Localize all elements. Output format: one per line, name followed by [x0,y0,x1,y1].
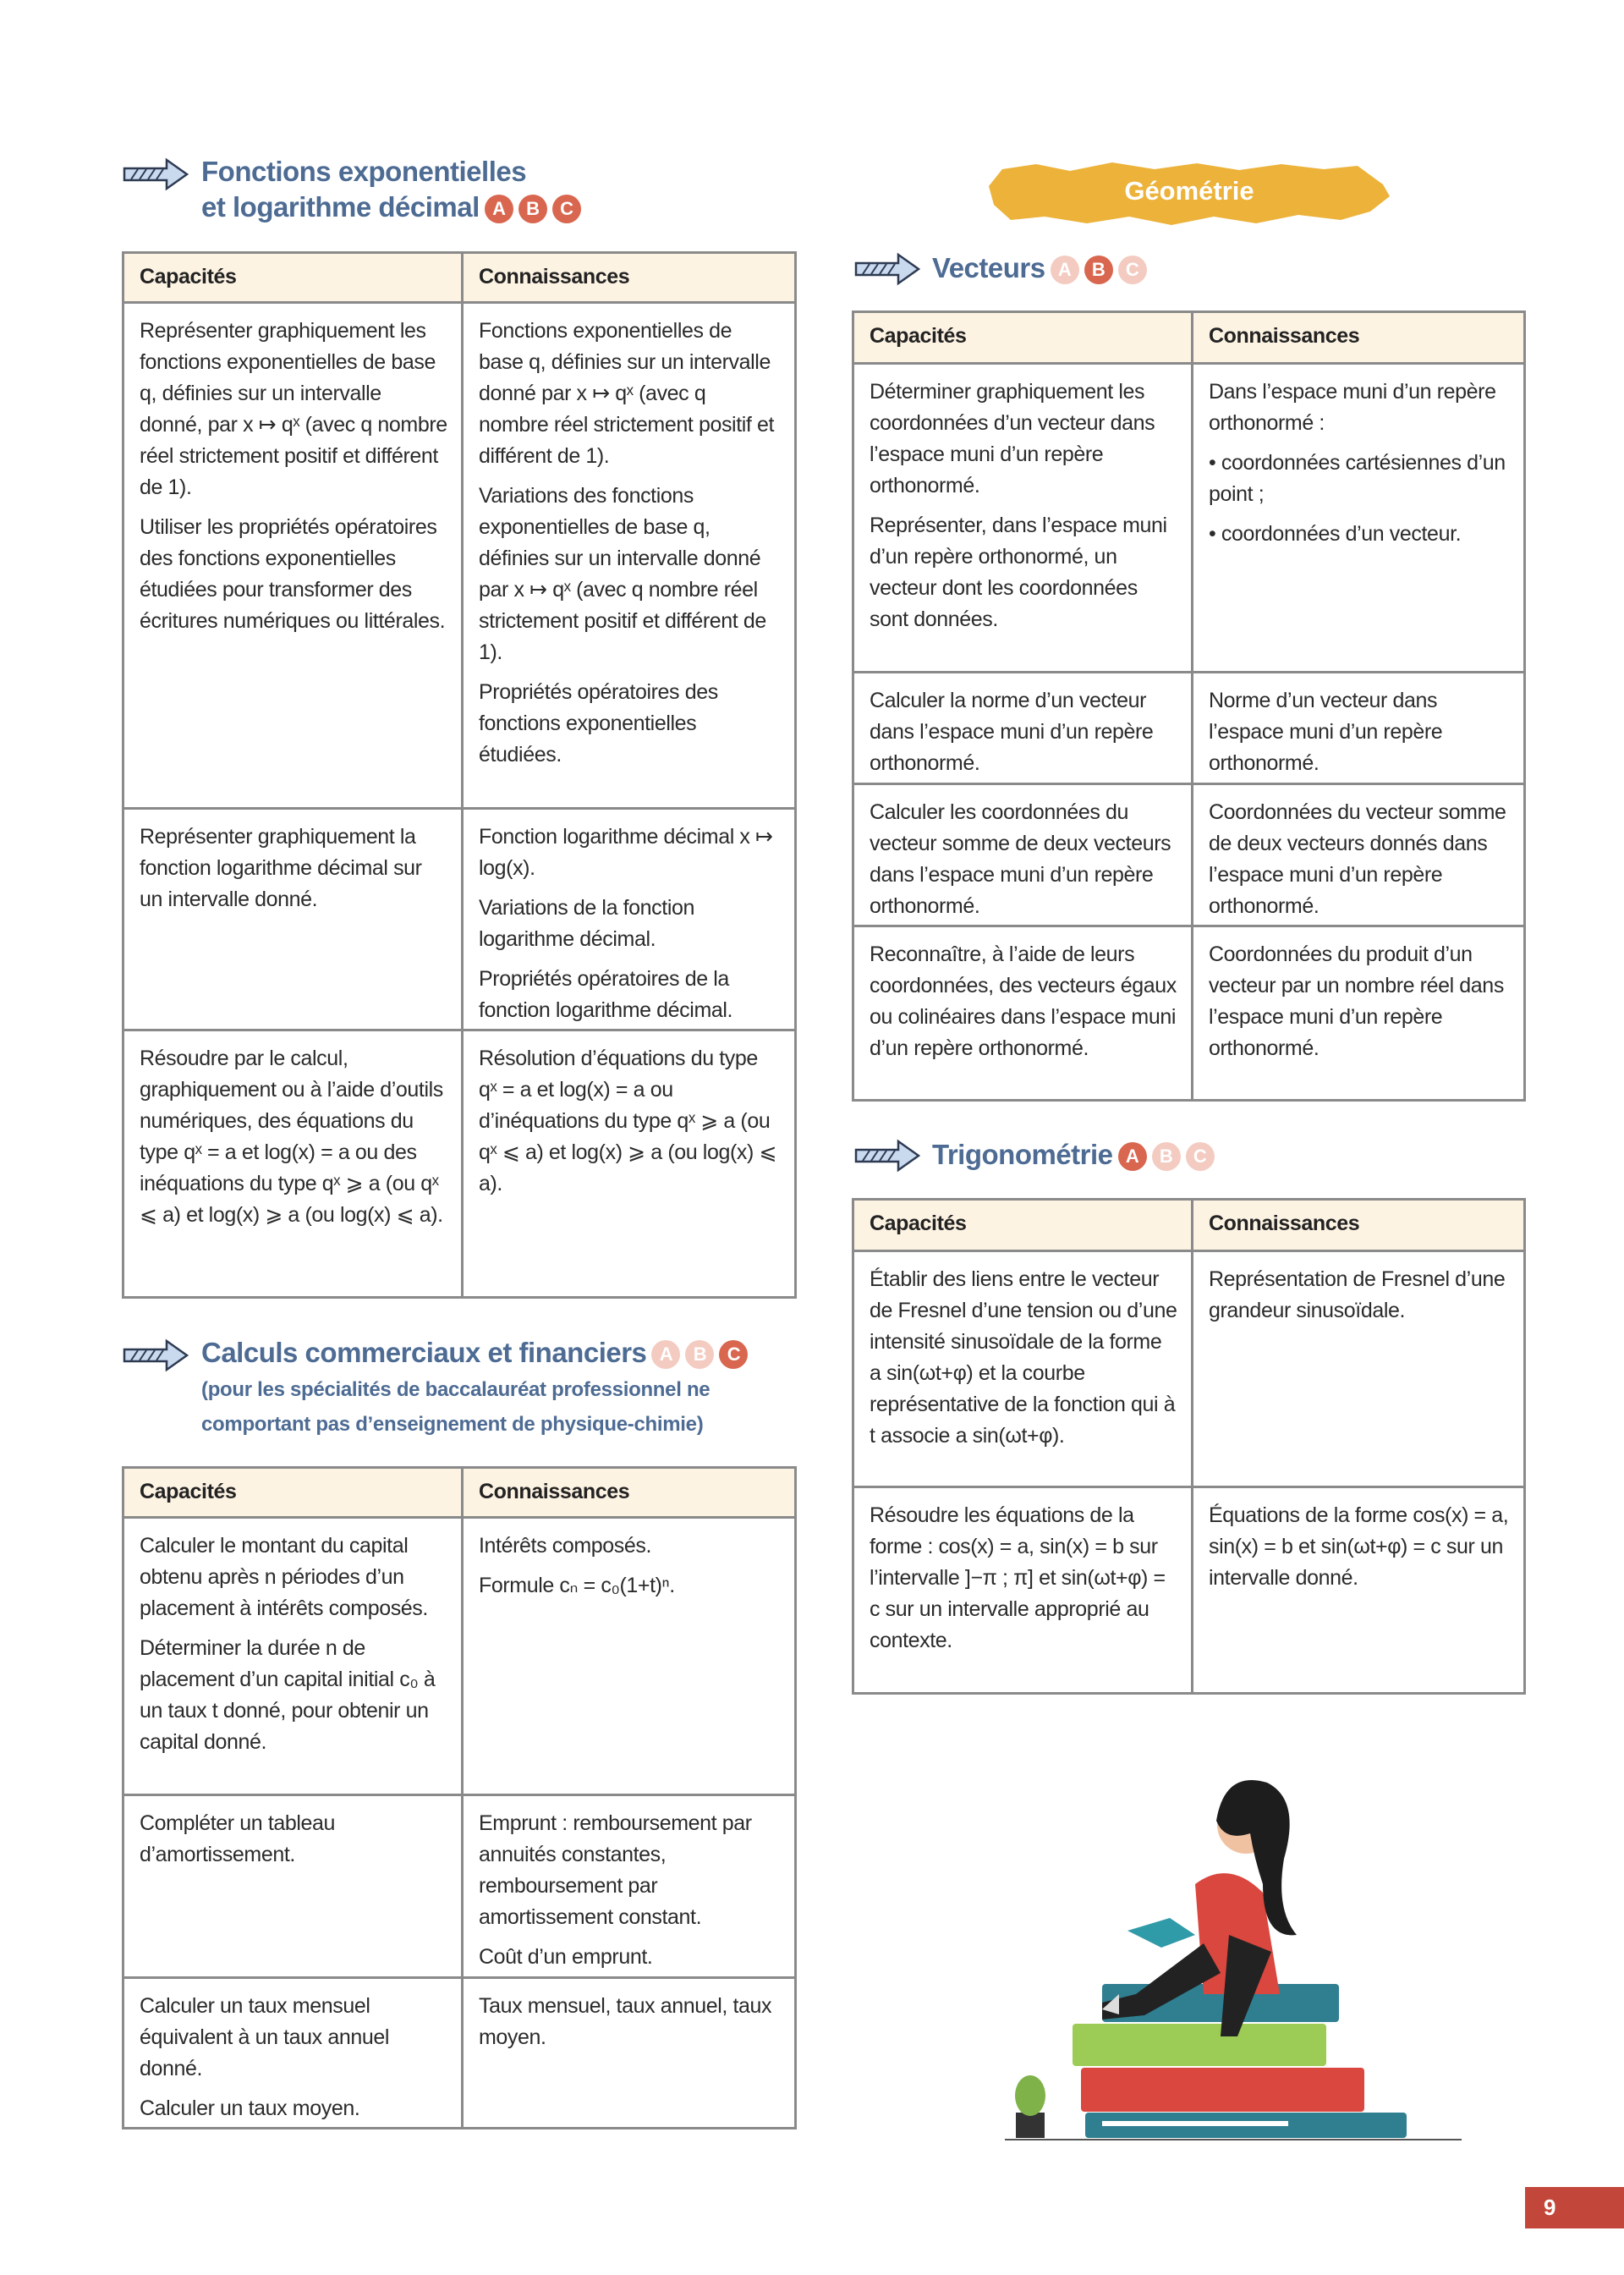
cell-paragraph: Emprunt : remboursement par annuités constantes, remboursement par amortissement constant. [479,1811,752,1929]
badge-c: C [719,1340,748,1369]
capacites-cell [124,810,461,1029]
cell-paragraph: Résoudre par le calcul, graphiquement ou à l’aide d’outils numériques, des équations du type qˣ = a et log(x) = a ou des inéquations du type qˣ ⩾ a (ou qˣ ⩽ a) et log(x) ⩾ a (ou log(x) ⩽ a). [140,1047,443,1227]
table-row [124,1976,794,2127]
capacites-cell [124,1979,461,2127]
page-number: 9 [1525,2187,1624,2228]
cell-paragraph: Coordonnées du produit d’un vecteur par un nombre réel dans l’espace muni d’un repère orthonormé. [1209,942,1504,1060]
cell-paragraph: Établir des liens entre le vecteur de Fresnel d’une tension ou d’une intensité sinusoïdale de la forme a sin(ωt+φ) et la courbe représentative de la fonction qui à t associe a sin(ωt+φ). [870,1267,1177,1448]
section-title-exponential [201,154,581,225]
table-row [854,783,1523,925]
table-header-row [854,313,1523,362]
table-row [854,1486,1523,1692]
section-title-trigonometrie [932,1137,1215,1173]
cell-paragraph: Fonctions exponentielles de base q, définies sur un intervalle donné par x ↦ qˣ (avec q nombre réel strictement positif et différent de 1). [479,319,775,468]
table-header-row [854,1201,1523,1250]
cell-paragraph: Déterminer graphiquement les coordonnées d’un vecteur dans l’espace muni d’un repère orthonormé. [870,380,1155,497]
connaissances-cell [461,1796,794,1976]
connaissances-cell [461,1519,794,1794]
title-line: Fonctions exponentielles [201,156,527,187]
badge-c: C [552,195,581,223]
cell-paragraph: Propriétés opératoires des fonctions exponentielles étudiées. [479,680,718,767]
cell-paragraph: Représenter graphiquement les fonctions exponentielles de base q, définies sur un intervalle donné, par x ↦ qˣ (avec q nombre réel strictement positif et différent de 1). [140,319,447,499]
connaissances-cell [461,810,794,1029]
header-connaissances: Connaissances [461,254,794,301]
table-row [854,1250,1523,1486]
connaissances-cell [1191,365,1523,671]
capacites-cell [854,1488,1191,1692]
badge-c: C [1186,1142,1215,1171]
header-capacites: Capacités [870,1212,967,1235]
section-title-calculs [201,1335,748,1371]
table-trigonometrie [852,1198,1526,1695]
table-row [124,1029,794,1296]
cell-paragraph: Coût d’un emprunt. [479,1945,653,1969]
header-capacites: Capacités [140,1480,237,1503]
capacites-cell [854,1252,1191,1486]
table-vecteurs [852,310,1526,1102]
table-row [124,1516,794,1794]
table-row [854,925,1523,1099]
badge-b: B [1084,256,1113,284]
header-connaissances: Connaissances [1191,313,1523,362]
cell-paragraph: Variations des fonctions exponentielles de base q, définies sur un intervalle donné par x ↦ qˣ (avec q nombre réel strictement positif et différent de 1). [479,484,766,664]
badge-a: A [485,195,513,223]
cactus-icon [1015,2075,1045,2138]
capacites-cell [124,1796,461,1976]
cell-paragraph: • coordonnées d’un vecteur. [1209,522,1462,546]
section-subtitle [201,1372,710,1442]
capacites-cell [854,673,1191,783]
table-exponential [122,251,797,1299]
badge-a: A [1118,1142,1147,1171]
cell-paragraph: Reconnaître, à l’aide de leurs coordonnées, des vecteurs égaux ou colinéaires dans l’espace muni d’un repère orthonormé. [870,942,1177,1060]
table-row [854,362,1523,671]
capacites-cell [854,927,1191,1099]
table-row [124,301,794,807]
connaissances-cell [1191,1488,1523,1692]
arrow-icon [123,157,190,191]
table-row [854,671,1523,783]
cell-paragraph: Variations de la fonction logarithme décimal. [479,896,694,951]
connaissances-cell [461,1979,794,2127]
title-text: Vecteurs [932,252,1045,283]
title-line: et logarithme décimal [201,191,480,223]
connaissances-cell [1191,1252,1523,1486]
table-header-row [124,1469,794,1516]
cell-paragraph: Calculer le montant du capital obtenu après n périodes d’un placement à intérêts composés. [140,1534,428,1620]
badge-b: B [1152,1142,1181,1171]
arrow-icon [123,1338,190,1372]
girl-reading-on-books-illustration [1001,1740,1466,2146]
capacites-cell [854,785,1191,925]
cell-paragraph: Résolution d’équations du type qˣ = a et log(x) = a ou d’inéquations du type qˣ ⩾ a (ou qˣ ⩽ a) et log(x) ⩾ a (ou log(x) ⩽ a). [479,1047,777,1195]
table-calculs [122,1466,797,2129]
cell-paragraph: Calculer un taux moyen. [140,2096,360,2120]
arrow-icon [854,1139,922,1173]
connaissances-cell [461,304,794,807]
cell-paragraph: Fonction logarithme décimal x ↦ log(x). [479,825,773,880]
connaissances-cell [461,1031,794,1296]
cell-paragraph: Résoudre les équations de la forme : cos(x) = a, sin(x) = b sur l’intervalle ]−π ; π] et sin(ωt+φ) = c sur un intervalle approprié au contexte. [870,1503,1166,1652]
title-text: Trigonométrie [932,1139,1113,1170]
cell-paragraph: • coordonnées cartésiennes d’un point ; [1209,451,1506,506]
badge-c: C [1118,256,1147,284]
section-title-vecteurs [932,250,1147,286]
header-connaissances: Connaissances [461,1469,794,1516]
title-text: Calculs commerciaux et financiers [201,1337,647,1368]
header-connaissances: Connaissances [1191,1201,1523,1250]
cell-paragraph: Compléter un tableau d’amortissement. [140,1811,336,1866]
cell-paragraph: Équations de la forme cos(x) = a, sin(x) = b et sin(ωt+φ) = c sur un intervalle donné. [1209,1503,1509,1590]
cell-paragraph: Représenter graphiquement la fonction logarithme décimal sur un intervalle donné. [140,825,422,911]
cell-paragraph: Calculer les coordonnées du vecteur somme de deux vecteurs dans l’espace muni d’un repère orthonormé. [870,800,1171,918]
badge-b: B [518,195,547,223]
table-row [124,1794,794,1976]
connaissances-cell [1191,785,1523,925]
cell-paragraph: Utiliser les propriétés opératoires des fonctions exponentielles étudiées pour transformer des écritures numériques ou littérales. [140,515,446,633]
capacites-cell [124,1519,461,1794]
banner-label: Géométrie [1124,176,1254,206]
cell-paragraph: Calculer la norme d’un vecteur dans l’espace muni d’un repère orthonormé. [870,689,1154,775]
subtitle-line: (pour les spécialités de baccalauréat professionnel ne [201,1378,710,1401]
cell-paragraph: Formule cₙ = c₀(1+t)ⁿ. [479,1574,675,1597]
cell-paragraph: Norme d’un vecteur dans l’espace muni d’un repère orthonormé. [1209,689,1443,775]
header-capacites: Capacités [870,324,967,348]
table-row [124,807,794,1029]
cell-paragraph: Déterminer la durée n de placement d’un capital initial c₀ à un taux t donné, pour obtenir un capital donné. [140,1636,436,1754]
cell-paragraph: Coordonnées du vecteur somme de deux vecteurs donnés dans l’espace muni d’un repère orthonormé. [1209,800,1506,918]
arrow-icon [854,252,922,286]
header-capacites: Capacités [140,265,237,288]
capacites-cell [124,1031,461,1296]
cell-paragraph: Représenter, dans l’espace muni d’un repère orthonormé, un vecteur dont les coordonnées sont données. [870,514,1167,631]
connaissances-cell [1191,927,1523,1099]
table-header-row [124,254,794,301]
cell-paragraph: Calculer un taux mensuel équivalent à un taux annuel donné. [140,1994,389,2080]
subtitle-line: comportant pas d’enseignement de physique-chimie) [201,1413,704,1436]
connaissances-cell [1191,673,1523,783]
capacites-cell [124,304,461,807]
cell-paragraph: Propriétés opératoires de la fonction logarithme décimal. [479,967,733,1022]
cell-paragraph: Taux mensuel, taux annuel, taux moyen. [479,1994,772,2049]
geometrie-banner [985,161,1393,227]
cell-paragraph: Intérêts composés. [479,1534,652,1558]
cell-paragraph: Représentation de Fresnel d’une grandeur sinusoïdale. [1209,1267,1506,1322]
capacites-cell [854,365,1191,671]
badge-a: A [651,1340,680,1369]
badge-a: A [1051,256,1079,284]
badge-b: B [685,1340,714,1369]
cell-paragraph: Dans l’espace muni d’un repère orthonormé : [1209,380,1496,435]
